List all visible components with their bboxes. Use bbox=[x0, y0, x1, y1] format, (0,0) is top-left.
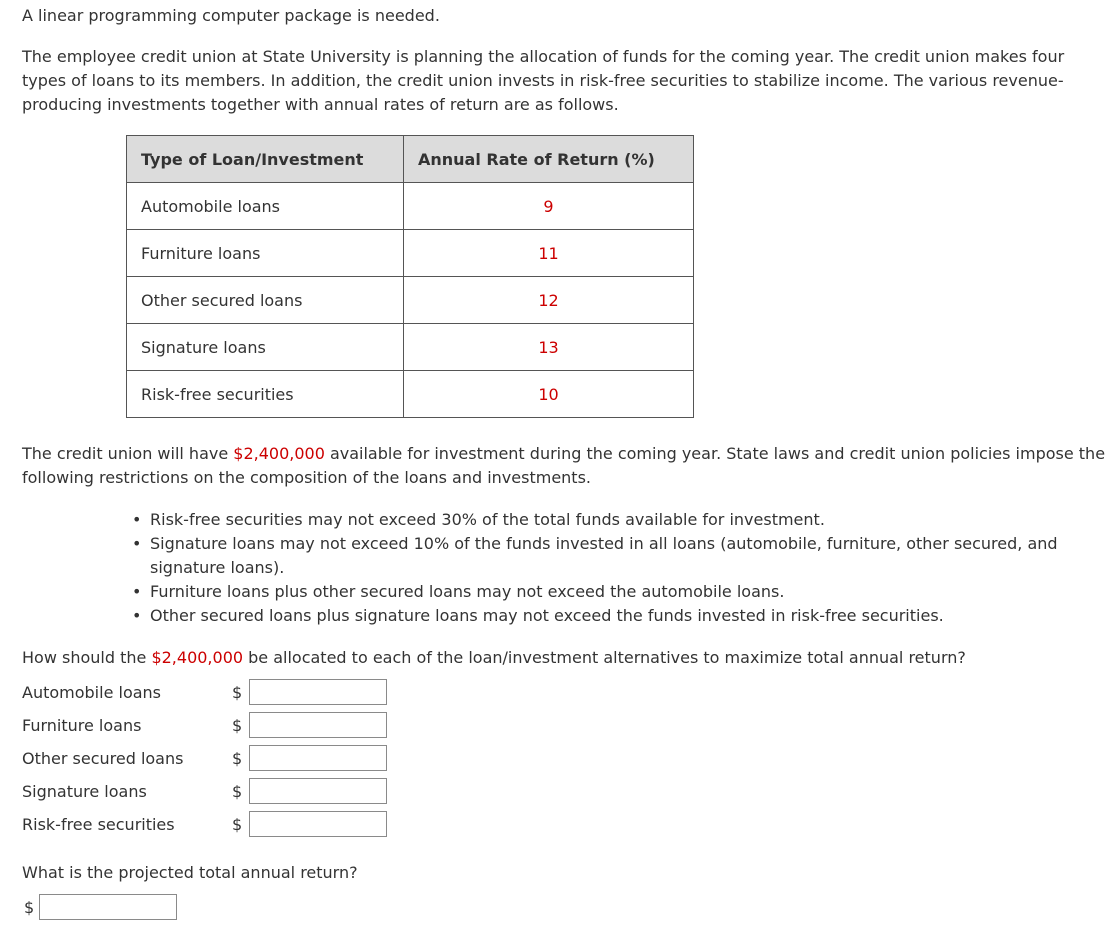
table-cell-type: Furniture loans bbox=[127, 230, 404, 277]
restrictions-list bbox=[0, 508, 1117, 628]
bullet-icon: • bbox=[132, 510, 142, 529]
intro-text: A linear programming computer package is needed. bbox=[22, 6, 440, 25]
question-amount: $2,400,000 bbox=[151, 648, 244, 667]
list-item bbox=[0, 604, 1117, 628]
table-header-type: Type of Loan/Investment bbox=[127, 136, 404, 183]
table-row bbox=[127, 183, 694, 230]
table-row bbox=[127, 230, 694, 277]
allocation-label: Furniture loans bbox=[22, 716, 142, 735]
list-item bbox=[0, 580, 1117, 604]
allocation-row-furniture bbox=[22, 712, 392, 740]
table-cell-rate: 10 bbox=[404, 371, 694, 418]
table-header-row bbox=[127, 136, 694, 183]
automobile-loans-input[interactable] bbox=[249, 679, 387, 705]
table-row bbox=[127, 277, 694, 324]
allocation-label: Risk-free securities bbox=[22, 815, 175, 834]
restriction-text: Other secured loans plus signature loans may not exceed the funds invested in risk-free securities. bbox=[150, 606, 944, 625]
funds-text-after: available for investment during the coming year. State laws and credit union policies impose the following restrictions on the composition of the loans and investments. bbox=[22, 444, 1106, 487]
furniture-loans-input[interactable] bbox=[249, 712, 387, 738]
table-cell-rate: 11 bbox=[404, 230, 694, 277]
allocation-label: Other secured loans bbox=[22, 749, 184, 768]
rates-table bbox=[126, 135, 694, 418]
list-item bbox=[0, 532, 1117, 580]
allocation-row-signature bbox=[22, 778, 392, 806]
table-cell-rate: 12 bbox=[404, 277, 694, 324]
dollar-sign: $ bbox=[232, 683, 243, 702]
allocation-question bbox=[22, 646, 966, 670]
table-row bbox=[127, 371, 694, 418]
allocation-row-automobile bbox=[22, 679, 392, 707]
funds-paragraph bbox=[22, 442, 1112, 490]
allocation-label: Signature loans bbox=[22, 782, 147, 801]
question-text-after: be allocated to each of the loan/investment alternatives to maximize total annual return? bbox=[243, 648, 966, 667]
total-return-row bbox=[22, 894, 222, 922]
funds-amount: $2,400,000 bbox=[233, 444, 325, 463]
list-item bbox=[0, 508, 1117, 532]
table-cell-type: Automobile loans bbox=[127, 183, 404, 230]
dollar-sign: $ bbox=[232, 782, 243, 801]
dollar-sign: $ bbox=[232, 716, 243, 735]
table-cell-rate: 9 bbox=[404, 183, 694, 230]
total-return-question: What is the projected total annual return? bbox=[22, 863, 358, 882]
allocation-label: Automobile loans bbox=[22, 683, 162, 702]
signature-loans-input[interactable] bbox=[249, 778, 387, 804]
table-row bbox=[127, 324, 694, 371]
dollar-sign: $ bbox=[232, 749, 243, 768]
funds-text-before: The credit union will have bbox=[22, 444, 234, 463]
question-text-before: How should the bbox=[22, 648, 152, 667]
table-cell-type: Other secured loans bbox=[127, 277, 404, 324]
allocation-row-risk-free bbox=[22, 811, 392, 839]
total-return-input[interactable] bbox=[39, 894, 177, 920]
bullet-icon: • bbox=[132, 582, 142, 601]
restriction-text: Furniture loans plus other secured loans may not exceed the automobile loans. bbox=[150, 582, 785, 601]
bullet-icon: • bbox=[132, 534, 142, 553]
bullet-icon: • bbox=[132, 606, 142, 625]
dollar-sign: $ bbox=[232, 815, 243, 834]
table-cell-rate: 13 bbox=[404, 324, 694, 371]
dollar-sign: $ bbox=[24, 898, 35, 917]
table-cell-type: Risk-free securities bbox=[127, 371, 404, 418]
problem-description: The employee credit union at State University is planning the allocation of funds for the coming year. The credit union makes four types of loans to its members. In addition, the credit union invests in risk-free securities to stabilize income. The various revenue-producing investments together with annual rates of return are as follows. bbox=[22, 47, 1065, 114]
other-secured-loans-input[interactable] bbox=[249, 745, 387, 771]
risk-free-securities-input[interactable] bbox=[249, 811, 387, 837]
restriction-text: Signature loans may not exceed 10% of the funds invested in all loans (automobile, furniture, other secured, and signature loans). bbox=[150, 534, 1058, 577]
allocation-row-other-secured bbox=[22, 745, 392, 773]
table-header-rate: Annual Rate of Return (%) bbox=[404, 136, 694, 183]
restriction-text: Risk-free securities may not exceed 30% of the total funds available for investment. bbox=[150, 510, 825, 529]
table-cell-type: Signature loans bbox=[127, 324, 404, 371]
